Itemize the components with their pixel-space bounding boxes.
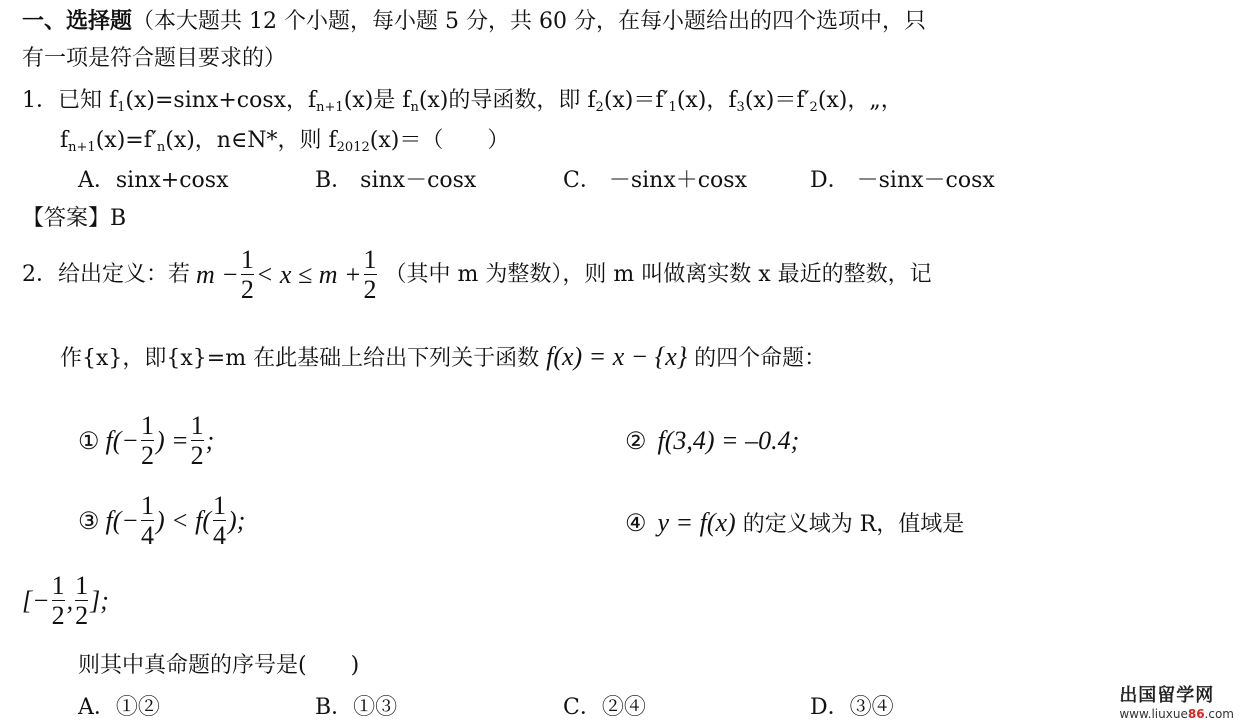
- section-header: [22, 10, 926, 33]
- section-desc-1: （本大题共 12 个小题，每小题 5 分，共 60 分，在每小题给出的四个选项中，只: [132, 9, 926, 34]
- q2-stem-line1: 2． 给出定义：若 m − $\frac{1}{2}$ < x ≤ m + $\frac{1}{2}$ （其中 m 为整数），则 m 叫做离实数 x 最近的整数，记: [22, 245, 932, 305]
- q1-option-b: B． sinx－cosx: [315, 168, 477, 193]
- q1-option-a: A．sinx+cosx: [78, 168, 229, 193]
- proposition-1: ① f(− $\frac{1}{2}$ ) = $\frac{1}{2}$ ;: [78, 411, 215, 471]
- q2-function-def: f(x) = x − {x}: [546, 342, 688, 371]
- site-watermark: [1119, 681, 1234, 721]
- q2-option-c: C．②④: [563, 695, 646, 720]
- section-title: 一、选择题: [22, 8, 133, 34]
- proposition-2: ② f(3,4) = –0.4;: [625, 426, 800, 455]
- q1-option-c: C． －sinx＋cosx: [563, 168, 747, 193]
- range-interval: [− $\frac{1}{2}$ , $\frac{1}{2}$ ];: [22, 571, 109, 631]
- proposition-4: ④ y = f(x) 的定义域为 R，值域是: [625, 508, 965, 537]
- q2-option-b: B．①③: [315, 695, 398, 720]
- q2-definition-math: m − $\frac{1}{2}$ < x ≤ m + $\frac{1}{2}$: [196, 245, 377, 305]
- watermark-title: 出国留学网: [1119, 685, 1215, 706]
- proposition-3: ③ f(− $\frac{1}{4}$ ) < f( $\frac{1}{4}$ );: [78, 491, 246, 551]
- q1-stem-line2: $f_{n+1}(x)=f'_n(x)$，n∈N*，则 $f_{2012}(x)=$（ ）: [60, 128, 510, 155]
- q1-answer: 【答案】B: [22, 206, 127, 231]
- section-desc-2: 有一项是符合题目要求的）: [22, 46, 287, 71]
- q2-option-d: D．③④: [810, 695, 894, 720]
- q2-option-a: A．①②: [78, 695, 160, 720]
- q1-option-d: D． －sinx－cosx: [810, 168, 995, 193]
- watermark-url: www.liuxue86.com: [1119, 707, 1234, 721]
- q2-stem-line2: 作{x}，即{x}=m 在此基础上给出下列关于函数 f(x) = x − {x} 的四个命题：: [60, 342, 827, 371]
- q1-stem-line1: 1．已知 $f_1(x)=\sin x+\cos x$，$f_{n+1}(x)$是 $f_n(x)$的导函数，即 $f_2(x)=f'_1(x)$，$f_3(x)=f'_2(x)$，„，: [22, 88, 903, 115]
- q2-ask: 则其中真命题的序号是( ): [78, 653, 360, 678]
